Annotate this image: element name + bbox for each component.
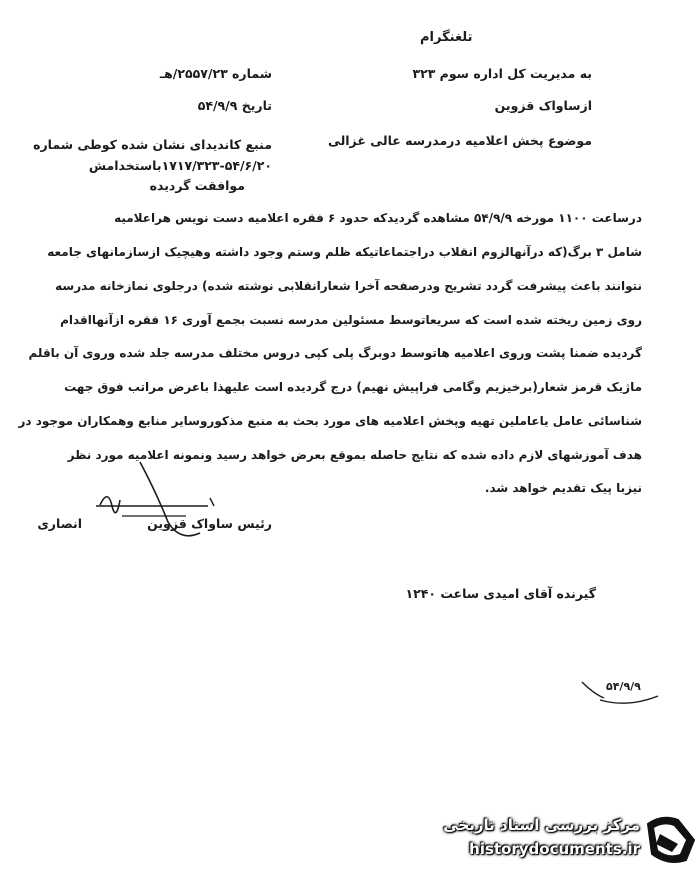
footer-url: historydocuments.ir [469,840,640,858]
document-date: تاریخ ۵۴/۹/۹ [197,98,272,113]
body-line: روی زمین ریخته شده است که سریعاتوسط مسئولین مدرسه نسبت بجمع آوری ۱۶ فقره ازآنهااقدام [60,313,642,327]
body-line: شناسائی عامل یاعاملین تهیه وپخش اعلامیه های مورد بحث به منبع مذکوروسایر منابع وهمکاران موجود در [18,414,642,428]
reference-line-1: منبع کاندیدای نشان شده کوطی شماره [33,137,272,152]
body-line: گردیده ضمنا پشت وروی اعلامیه هاتوسط دوبرگ پلی کپی دروس مختلف مدرسه جلد شده وروی آن باقلم [28,346,642,360]
signature-name: انصاری [37,516,82,531]
body-line: شامل ۳ برگ(که درآنهالزوم انقلاب دراجتماعاتیکه ظلم وستم وجود داشته وهیچیک ازسازمانهای جامعه [47,245,642,259]
footer-watermark [408,806,698,868]
document-type: تلغنگرام [420,30,473,45]
handwritten-annotation: ۵۴/۹/۹ [606,680,641,693]
reference-line-2: ۱۷۱۷/۳۲۳-۵۴/۶/۲۰باستخدامش [88,158,272,173]
document-number: شماره ۲۵۵۷/۲۳/هـ [159,66,272,81]
reference-line-3: موافقت گردیده [149,178,245,193]
receiver-line: گیرنده آقای امیدی ساعت ۱۲۴۰ [405,586,596,601]
body-line: درساعت ۱۱۰۰ مورخه ۵۴/۹/۹ مشاهده گردیدکه حدود ۶ فقره اعلامیه دست نویس هراعلامیه [114,211,642,225]
subject-line: موضوع پخش اعلامیه درمدرسه عالی غزالی [327,133,592,148]
body-line: هدف آموزشهای لازم داده شده که نتایج حاصله بموقع بعرض خواهد رسید ونمونه اعلامیه مورد نظر [67,448,642,462]
body-line: ماژیک قرمز شعار(برخیزیم وگامی فراپیش نهیم) درج گردیده است علیهذا باعرض مراتب فوق جهت [64,380,642,394]
body-line: نیزبا پیک تقدیم خواهد شد. [484,481,642,495]
body-line: نتوانند باعث پیشرفت گردد تشریح ودرصفحه آخرا شعارانقلابی نوشته شده) درجلوی نمازخانه مدرسه [55,279,642,293]
sender-line: ازساواک قزوین [494,98,592,113]
archive-logo-icon [642,810,698,866]
signature-title: رئیس ساواک قزوین [147,516,272,531]
recipient-line: به مدیریت کل اداره سوم ۳۲۳ [412,66,592,81]
footer-org-name: مرکز بررسی اسناد تاریخی [443,816,640,834]
